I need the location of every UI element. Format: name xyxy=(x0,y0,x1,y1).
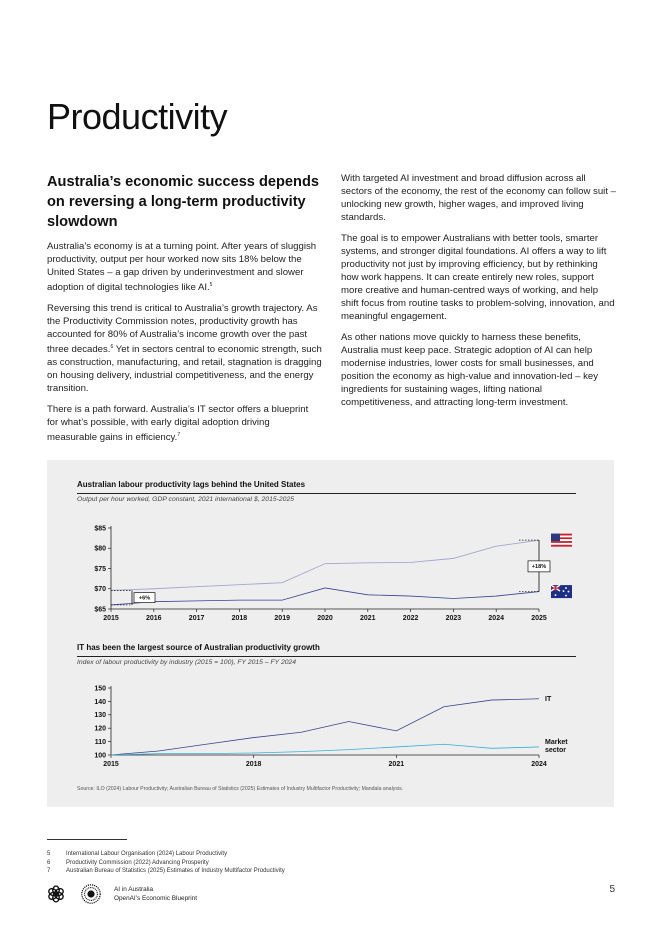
chart1-x-tick-label: 2022 xyxy=(402,615,419,622)
us-flag-stripe xyxy=(551,543,572,545)
paragraph-text: There is a path forward. Australia’s IT sector offers a blueprint for what’s possible, with early digital adoption driving measurable gains in efficiency. xyxy=(47,404,309,444)
chart1-y-tick-label: $65 xyxy=(94,606,106,614)
chart2-series-label-line: Market xyxy=(545,738,568,746)
chart2-series-line xyxy=(111,744,539,755)
chart1-x-tick-label: 2015 xyxy=(103,615,119,622)
chart2-y-tick-label: 120 xyxy=(94,725,106,733)
footnote xyxy=(47,859,285,868)
partner-logo-icon xyxy=(81,884,101,904)
paragraph: With targeted AI investment and broad diffusion across all sectors of the economy, the rest of the economy can follow suit – unlocking new growth, higher wages, and improved living standards. xyxy=(341,173,616,223)
chart2-x-tick-label: 2018 xyxy=(245,761,262,768)
chart-panel xyxy=(47,460,614,807)
chart1-y-tick-label: $70 xyxy=(94,586,106,594)
paragraph xyxy=(47,240,322,294)
chart1-y-tick-label: $80 xyxy=(94,545,106,553)
footnotes xyxy=(47,850,285,876)
chart1-x-tick-label: 2016 xyxy=(146,615,162,622)
chart2-y-tick-label: 140 xyxy=(94,698,106,706)
chart1-x-tick-label: 2018 xyxy=(231,615,248,622)
chart1-title: Australian labour productivity lags behind the United States xyxy=(77,480,306,489)
chart1-x-tick-label: 2017 xyxy=(188,615,205,622)
footer-line-1: AI in Australia xyxy=(114,886,154,893)
paragraph xyxy=(47,403,322,444)
chart1-gap-label: +6% xyxy=(138,595,151,602)
left-column xyxy=(47,172,322,453)
au-flag-star xyxy=(568,591,570,593)
chart2-plot xyxy=(94,685,568,768)
footnote xyxy=(47,850,285,859)
us-flag-stripe xyxy=(551,541,572,543)
chart2-y-tick-label: 150 xyxy=(94,685,106,693)
footnote-text: International Labour Organisation (2024) Labour Productivity xyxy=(66,851,228,857)
chart2-x-tick-label: 2021 xyxy=(388,761,405,768)
chart1-y-tick-label: $75 xyxy=(94,565,106,573)
chart2-y-tick-label: 130 xyxy=(94,712,106,720)
chart2-y-tick-label: 100 xyxy=(94,752,106,760)
au-flag-star xyxy=(565,595,567,597)
footnote-ref[interactable]: 6 xyxy=(110,344,114,351)
chart2-series-label xyxy=(545,739,568,754)
openai-logo-icon xyxy=(46,884,66,904)
chart1-x-tick-label: 2020 xyxy=(317,615,333,622)
chart2-series-label-line: sector xyxy=(545,746,567,754)
charts-svg xyxy=(47,460,614,780)
chart1-series-line xyxy=(111,540,539,590)
chart2-title: IT has been the largest source of Australian productivity growth xyxy=(77,643,320,652)
chart1-x-tick-label: 2023 xyxy=(445,615,462,622)
section-heading: Australia’s economic success depends on reversing a long-term productivity slowdown xyxy=(47,174,319,230)
us-flag-stripe xyxy=(551,545,572,547)
page-number: 5 xyxy=(609,884,615,895)
footnote xyxy=(47,867,285,876)
source-note: Source: ILO (2024) Labour Productivity; Australian Bureau of Statistics (2025) Estimates of Industry Multifactor Productivity; Mandala analysis. xyxy=(77,786,404,792)
chart1-plot xyxy=(94,525,572,622)
chart2-y-tick-label: 110 xyxy=(94,739,106,746)
australia-flag-icon xyxy=(551,585,572,598)
au-flag-star xyxy=(555,594,557,596)
footnote-number: 5 xyxy=(47,851,51,857)
chart1-x-tick-label: 2021 xyxy=(360,615,376,622)
paragraph: The goal is to empower Australians with better tools, smarter systems, and stronger digital foundations. AI offers a way to lift productivity not just by improving efficiency, but by rethinking how work happens. It can create entirely new roles, support more creative and human-centred ways of working, and help shift focus from routine tasks to problem-solving, innovation, and meaningful engagement. xyxy=(341,233,615,322)
au-flag-star xyxy=(563,590,565,592)
paragraph-text: Yet in sectors central to economic strength, such as construction, manufacturing, and retail, stagnation is dragging on housing delivery, industrial competitiveness, and the energy transition. xyxy=(47,344,322,395)
chart1-x-tick-label: 2025 xyxy=(531,615,547,622)
right-column xyxy=(341,172,616,417)
chart2-x-tick-label: 2024 xyxy=(531,761,547,768)
page-title: Productivity xyxy=(47,96,228,137)
footnote-text: Australian Bureau of Statistics (2025) Estimates of Industry Multifactor Productivity xyxy=(66,868,285,875)
chart1-series-line xyxy=(111,588,539,605)
footnote-text: Productivity Commission (2022) Advancing Prosperity xyxy=(66,859,209,866)
paragraph: As other nations move quickly to harness these benefits, Australia must keep pace. Strategic adoption of AI can help modernise industries, lower costs for small businesses, and position the economy as high-value and innovation-led – key ingredients for sustaining wages, lifting national competitiveness, and attracting long-term investment. xyxy=(341,332,599,408)
paragraph xyxy=(47,302,322,395)
footnote-ref[interactable]: 7 xyxy=(177,432,181,439)
chart2-x-tick-label: 2015 xyxy=(103,761,119,768)
footnote-number: 6 xyxy=(47,859,51,866)
paragraph-text: Australia’s economy is at a turning point. After years of sluggish productivity, output per hour worked now sits 18% below the United States – a gap driven by underinvestment and slower adoption of digital technologies like AI. xyxy=(47,241,317,294)
chart1-x-tick-label: 2024 xyxy=(488,615,504,622)
footer-text xyxy=(114,886,197,903)
us-flag-canton xyxy=(551,534,560,541)
footnote-ref[interactable]: 5 xyxy=(209,282,213,288)
chart2-subtitle: Index of labour productivity by industry (2015 = 100), FY 2015 – FY 2024 xyxy=(77,659,297,666)
chart1-gap-label: +18% xyxy=(531,564,547,571)
footnote-divider xyxy=(47,839,127,840)
chart1-x-tick-label: 2019 xyxy=(274,615,290,622)
footnote-number: 7 xyxy=(47,868,51,875)
au-flag-star xyxy=(565,587,567,589)
us-flag-icon xyxy=(551,534,572,547)
chart1-subtitle: Output per hour worked, GDP constant, 2021 international $, 2015-2025 xyxy=(77,496,295,503)
chart2-series-label: IT xyxy=(545,696,552,704)
chart1-y-tick-label: $85 xyxy=(94,525,106,533)
footer-line-2: OpenAI’s Economic Blueprint xyxy=(114,894,198,902)
paragraph-text: Reversing this trend is critical to Australia’s growth trajectory. As the Productivity Commission notes, productivity growth has accounted for 80% of Australia’s income growth over the past three decades. xyxy=(47,303,318,356)
